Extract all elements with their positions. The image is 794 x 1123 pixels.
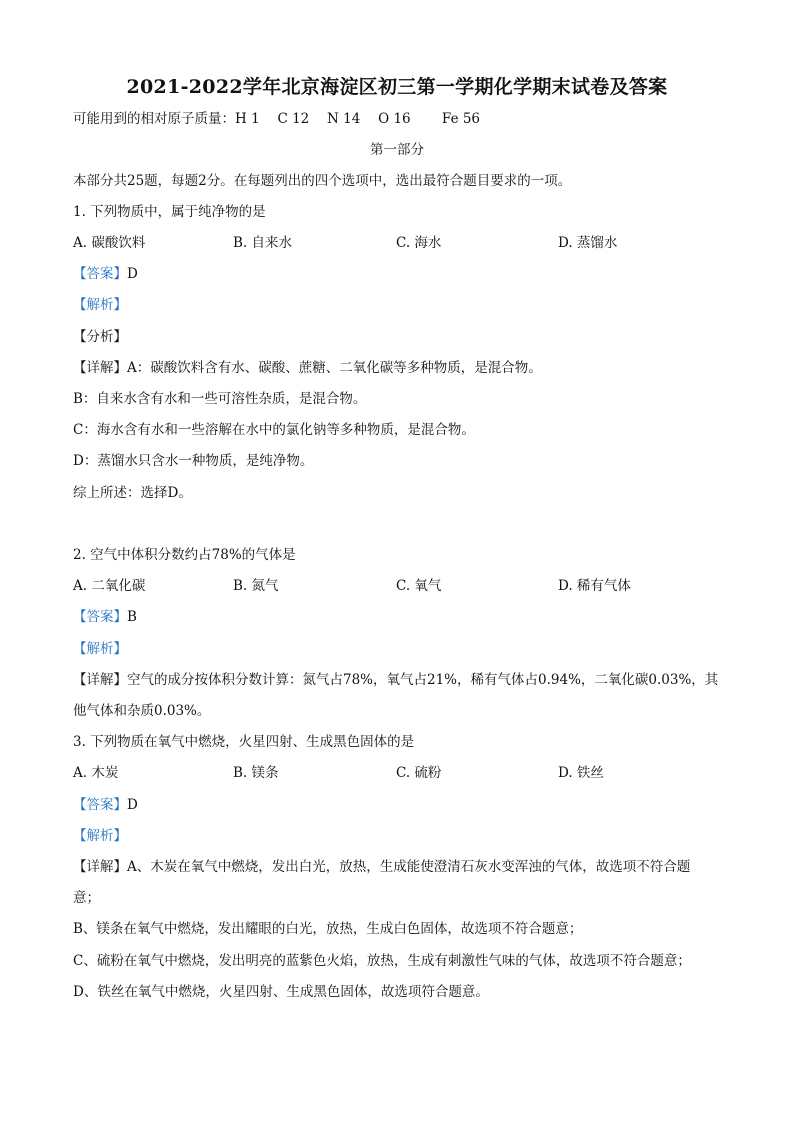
q3-detail-2: 意； — [73, 890, 100, 906]
answer-tag: 【答案】 — [73, 266, 127, 282]
q1-detail-1 — [73, 359, 723, 377]
analysis-tag: 【解析】 — [73, 641, 127, 657]
q2-option-d: D. 稀有气体 — [558, 578, 631, 594]
detail-tag: 【详解】 — [73, 859, 127, 875]
analysis-tag: 【解析】 — [73, 828, 127, 844]
q3-option-b: B. 镁条 — [233, 765, 279, 781]
q3-detail-4: C、硫粉在氧气中燃烧，发出明亮的蓝紫色火焰，放热，生成有刺激性气味的气体，故选项不符合题意； — [73, 953, 691, 969]
atomic-mass-line: 可能用到的相对原子质量：H 1 C 12 N 14 O 16 Fe 56 — [73, 111, 481, 127]
fenxi-tag: 【分析】 — [73, 329, 127, 345]
q2-answer-value: B — [127, 609, 137, 625]
q3-answer — [73, 796, 723, 814]
q3-stem: 3. 下列物质在氧气中燃烧，火星四射、生成黑色固体的是 — [73, 734, 415, 750]
q1-option-c: C. 海水 — [396, 235, 442, 251]
detail-tag: 【详解】 — [73, 360, 127, 376]
part-title: 第一部分 — [370, 142, 424, 158]
q3-detail-5: D、铁丝在氧气中燃烧，火星四射、生成黑色固体，故选项符合题意。 — [73, 984, 489, 1000]
q2-analysis — [73, 640, 723, 658]
q1-detail-4: D：蒸馏水只含水一种物质，是纯净物。 — [73, 453, 314, 469]
q2-option-c: C. 氧气 — [396, 578, 442, 594]
q1-analysis — [73, 296, 723, 314]
q1-detail-3: C：海水含有水和一些溶解在水中的氯化钠等多种物质，是混合物。 — [73, 422, 475, 438]
q1-summary: 综上所述：选择D。 — [73, 485, 192, 501]
q1-option-a: A. 碳酸饮料 — [73, 235, 146, 251]
q2-option-b: B. 氮气 — [233, 578, 279, 594]
q2-detail-2: 他气体和杂质0.03%。 — [73, 703, 211, 719]
q1-answer — [73, 265, 723, 283]
q3-analysis — [73, 827, 723, 845]
q3-option-d: D. 铁丝 — [558, 765, 604, 781]
q2-answer — [73, 608, 723, 626]
q3-answer-value: D — [127, 797, 138, 813]
q1-stem: 1. 下列物质中，属于纯净物的是 — [73, 204, 266, 220]
detail-tag: 【详解】 — [73, 672, 127, 688]
q1-detail-2: B：自来水含有水和一些可溶性杂质，是混合物。 — [73, 391, 367, 407]
q3-detail-text: A、木炭在氧气中燃烧，发出白光，放热，生成能使澄清石灰水变浑浊的气体，故选项不符合题 — [127, 859, 691, 875]
q1-detail-text: A：碳酸饮料含有水、碳酸、蔗糖、二氧化碳等多种物质，是混合物。 — [127, 360, 542, 376]
q3-option-c: C. 硫粉 — [396, 765, 442, 781]
q1-option-b: B. 自来水 — [233, 235, 293, 251]
q2-detail-1 — [73, 671, 723, 689]
q1-fenxi — [73, 328, 723, 346]
part-intro: 本部分共25题，每题2分。在每题列出的四个选项中，选出最符合题目要求的一项。 — [73, 173, 572, 189]
answer-tag: 【答案】 — [73, 797, 127, 813]
q1-answer-value: D — [127, 266, 138, 282]
q2-detail-text: 空气的成分按体积分数计算：氮气占78%，氧气占21%，稀有气体占0.94%，二氧化碳0.03%，其 — [127, 672, 719, 688]
q3-detail-1 — [73, 858, 723, 876]
answer-tag: 【答案】 — [73, 609, 127, 625]
q3-option-a: A. 木炭 — [73, 765, 119, 781]
q1-option-d: D. 蒸馏水 — [558, 235, 618, 251]
q2-stem: 2. 空气中体积分数约占78%的气体是 — [73, 547, 296, 563]
q3-detail-3: B、镁条在氧气中燃烧，发出耀眼的白光，放热，生成白色固体，故选项不符合题意； — [73, 921, 583, 937]
analysis-tag: 【解析】 — [73, 297, 127, 313]
q2-option-a: A. 二氧化碳 — [73, 578, 146, 594]
document-title: 2021-2022学年北京海淀区初三第一学期化学期末试卷及答案 — [126, 76, 668, 98]
